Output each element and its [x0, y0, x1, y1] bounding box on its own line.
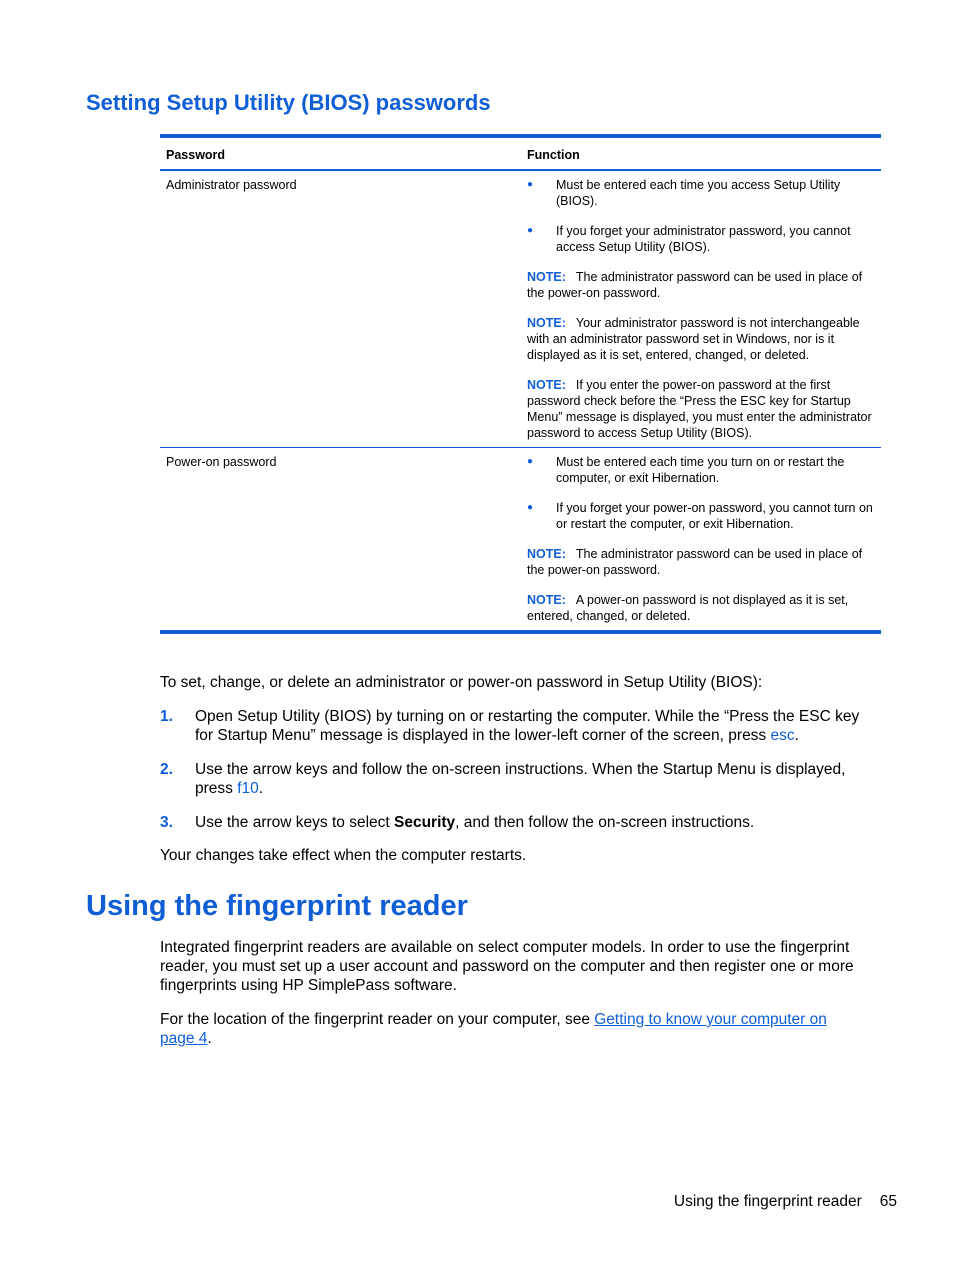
password-name-cell: Power-on password	[160, 448, 521, 633]
table-row	[160, 170, 881, 448]
bullet-icon: ●	[527, 225, 534, 236]
bullet-icon: ●	[527, 179, 534, 190]
step-text: Use the arrow keys and follow the on-screen instructions. When the Startup Menu is displayed, press f10.	[195, 761, 846, 797]
note-text: The administrator password can be used in place of the power-on password.	[527, 270, 863, 300]
step-number: 2.	[160, 761, 173, 778]
step-item	[160, 760, 880, 798]
note-label: NOTE:	[527, 316, 566, 330]
bullet-icon: ●	[527, 502, 534, 513]
list-item	[527, 177, 875, 209]
password-table	[160, 134, 881, 634]
note-text: If you enter the power-on password at the first password check before the “Press the ESC key for Startup Menu” message is displayed, you must enter the administrator password to access Setup Utility (BIOS).	[527, 378, 872, 440]
bullet-text: Must be entered each time you access Setup Utility (BIOS).	[556, 178, 841, 208]
list-item	[527, 500, 875, 532]
note-text: The administrator password can be used in place of the power-on password.	[527, 547, 863, 577]
note	[527, 377, 875, 441]
step-number: 1.	[160, 708, 173, 725]
step-text: Open Setup Utility (BIOS) by turning on or restarting the computer. While the “Press the ESC key for Startup Menu” message is displayed in the lower-left corner of the screen, press esc.	[195, 708, 860, 744]
page-footer	[674, 1193, 897, 1211]
note	[527, 592, 875, 624]
password-name-cell: Administrator password	[160, 170, 521, 448]
step-item	[160, 813, 880, 832]
table-row	[160, 448, 881, 633]
note	[527, 315, 875, 363]
fingerprint-location-paragraph: For the location of the fingerprint reader on your computer, see Getting to know your computer on page 4.	[160, 1011, 827, 1047]
bullet-text: If you forget your administrator password, you cannot access Setup Utility (BIOS).	[556, 224, 851, 254]
list-item	[527, 454, 875, 486]
note-label: NOTE:	[527, 547, 566, 561]
bullet-icon: ●	[527, 456, 534, 467]
note-text: A power-on password is not displayed as it is set, entered, changed, or deleted.	[527, 593, 849, 623]
changes-note: Your changes take effect when the computer restarts.	[160, 847, 527, 864]
function-cell	[521, 448, 881, 633]
note-text: Your administrator password is not interchangeable with an administrator password set in Windows, nor is it displayed as it is set, entered, changed, or deleted.	[527, 316, 860, 362]
function-cell	[521, 170, 881, 448]
key-esc: esc	[770, 727, 795, 744]
column-header-function: Function	[521, 136, 881, 170]
bullet-text: If you forget your power-on password, you cannot turn on or restart the computer, or exit Hibernation.	[556, 501, 873, 531]
step-item	[160, 707, 880, 745]
section-heading: Setting Setup Utility (BIOS) passwords	[86, 90, 491, 115]
page-number: 65	[879, 1193, 897, 1210]
note-label: NOTE:	[527, 270, 566, 284]
getting-to-know-link[interactable]: Getting to know your computer on page 4	[160, 1011, 827, 1047]
note	[527, 269, 875, 301]
note-label: NOTE:	[527, 593, 566, 607]
column-header-password: Password	[160, 136, 521, 170]
footer-title: Using the fingerprint reader	[673, 1193, 862, 1210]
step-text: Use the arrow keys to select Security, and then follow the on-screen instructions.	[195, 814, 755, 831]
intro-paragraph: To set, change, or delete an administrator or power-on password in Setup Utility (BIOS):	[160, 674, 763, 691]
page-title: Using the fingerprint reader	[86, 890, 468, 922]
security-term: Security	[394, 814, 456, 831]
list-item	[527, 223, 875, 255]
step-number: 3.	[160, 814, 173, 831]
note	[527, 546, 875, 578]
table-header-row	[160, 136, 881, 170]
key-f10: f10	[237, 780, 259, 797]
fingerprint-paragraph: Integrated fingerprint readers are available on select computer models. In order to use the fingerprint reader, you must set up a user account and password on the computer and then register one or more fingerprints using HP SimplePass software.	[160, 939, 854, 994]
note-label: NOTE:	[527, 378, 566, 392]
bullet-text: Must be entered each time you turn on or restart the computer, or exit Hibernation.	[556, 455, 845, 485]
